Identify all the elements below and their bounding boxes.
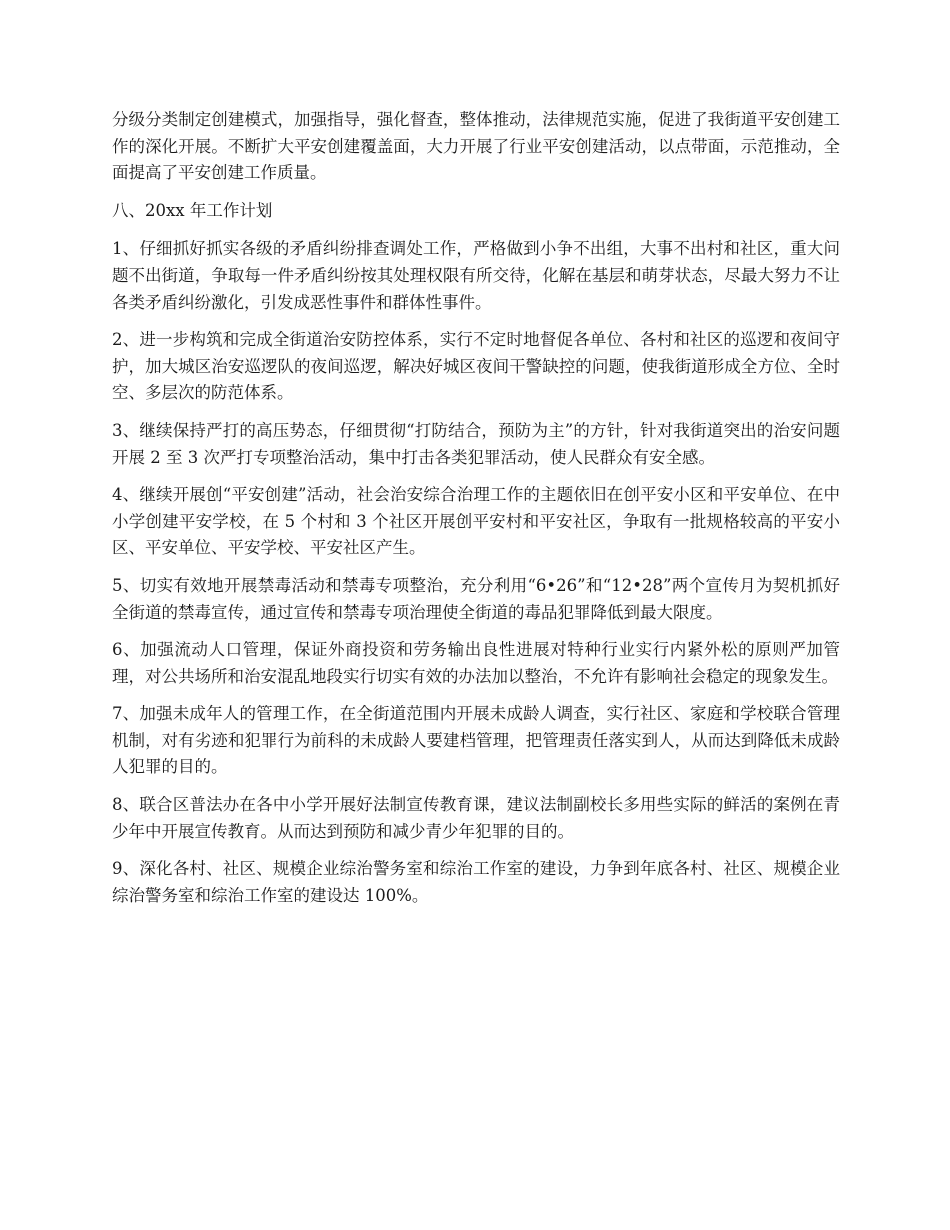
plan-item-5: 5、切实有效地开展禁毒活动和禁毒专项整治，充分利用“6•26”和“12•28”两个宣传月为契机抓好全街道的禁毒宣传，通过宣传和禁毒专项治理使全街道的毒品犯罪降低到最大限度。: [112, 575, 840, 622]
plan-item-8: 8、联合区普法办在各中小学开展好法制宣传教育课，建议法制副校长多用些实际的鲜活的案例在青少年中开展宣传教育。从而达到预防和减少青少年犯罪的目的。: [112, 795, 840, 841]
plan-item-3: 3、继续保持严打的高压势态，仔细贯彻“打防结合，预防为主”的方针，针对我街道突出的治安问题开展 2 至 3 次严打专项整治活动，集中打击各类犯罪活动，使人民群众有安全感。: [112, 420, 840, 467]
paragraph-intro: 分级分类制定创建模式，加强指导，强化督查，整体推动，法律规范实施，促进了我街道平安创建工作的深化开展。不断扩大平安创建覆盖面，大力开展了行业平安创建活动，以点带面，示范推动，全面提高了平安创建工作质量。: [112, 110, 840, 183]
section-heading-plan: 八、20xx 年工作计划: [112, 200, 273, 220]
plan-item-4: 4、继续开展创“平安创建”活动，社会治安综合治理工作的主题依旧在创平安小区和平安单位、在中小学创建平安学校，在 5 个村和 3 个社区开展创平安村和平安社区，争取有一批规格较高的平安小区、平安单位、平安学校、平安社区产生。: [112, 485, 840, 558]
plan-item-1: 1、仔细抓好抓实各级的矛盾纠纷排查调处工作，严格做到小争不出组，大事不出村和社区，重大问题不出街道，争取每一件矛盾纠纷按其处理权限有所交待，化解在基层和萌芽状态，尽最大努力不让各类矛盾纠纷激化，引发成恶性事件和群体性事件。: [112, 239, 840, 312]
plan-item-9: 9、深化各村、社区、规模企业综治警务室和综治工作室的建设，力争到年底各村、社区、规模企业综治警务室和综治工作室的建设达 100%。: [112, 859, 840, 905]
plan-item-6: 6、加强流动人口管理，保证外商投资和劳务输出良性进展对特种行业实行内紧外松的原则严加管理，对公共场所和治安混乱地段实行切实有效的办法加以整治，不允许有影响社会稳定的现象发生。: [112, 640, 840, 686]
document-body: [112, 107, 840, 920]
plan-item-7: 7、加强未成年人的管理工作，在全街道范围内开展未成龄人调查，实行社区、家庭和学校联合管理机制，对有劣迹和犯罪行为前科的未成龄人要建档管理，把管理责任落实到人，从而达到降低未成龄人犯罪的目的。: [112, 704, 840, 777]
plan-item-2: 2、进一步构筑和完成全街道治安防控体系，实行不定时地督促各单位、各村和社区的巡逻和夜间守护，加大城区治安巡逻队的夜间巡逻，解决好城区夜间干警缺控的问题，使我街道形成全方位、全时空、多层次的防范体系。: [112, 330, 840, 403]
